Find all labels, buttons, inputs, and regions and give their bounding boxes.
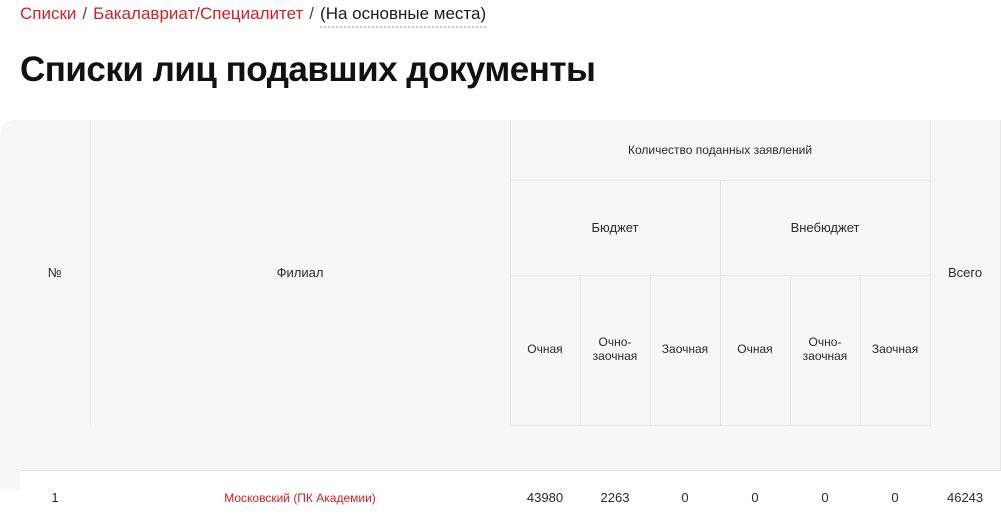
header-budget-part-time: Заочная xyxy=(650,275,720,425)
header-budget-mixed: Очно-заочная xyxy=(580,275,650,425)
breadcrumb-separator-1: / xyxy=(82,4,88,23)
header-extrabudget: Внебюджет xyxy=(720,180,930,275)
header-extra-full-time: Очная xyxy=(720,275,790,425)
breadcrumb-item-bachelor[interactable]: Бакалавриат/Специалитет xyxy=(93,4,304,23)
breadcrumb-item-lists[interactable]: Списки xyxy=(20,4,77,23)
header-total: Всего xyxy=(930,120,1000,425)
cell-branch xyxy=(90,470,510,525)
table-card xyxy=(0,120,1000,506)
header-branch: Филиал xyxy=(90,120,510,425)
cell-number: 1 xyxy=(20,470,90,525)
breadcrumb xyxy=(20,0,980,30)
table-head xyxy=(20,120,1000,425)
table-spacer xyxy=(20,425,1000,470)
cell-budget-full-time: 43980 xyxy=(510,470,580,525)
header-budget: Бюджет xyxy=(510,180,720,275)
header-extra-part-time: Заочная xyxy=(860,275,930,425)
page-title: Списки лиц подавших документы xyxy=(20,50,596,89)
header-number: № xyxy=(20,120,90,425)
table-row xyxy=(20,470,1000,525)
applications-table xyxy=(20,120,1001,525)
header-row-group xyxy=(20,120,1000,180)
table-body xyxy=(20,425,1000,525)
breadcrumb-item-current: (На основные места) xyxy=(320,4,486,28)
cell-extra-full-time: 0 xyxy=(720,470,790,525)
breadcrumb-separator-2: / xyxy=(309,4,315,23)
cell-extra-part-time: 0 xyxy=(860,470,930,525)
header-applications-count: Количество поданных заявлений xyxy=(510,120,930,180)
cell-extra-mixed: 0 xyxy=(790,470,860,525)
cell-budget-part-time: 0 xyxy=(650,470,720,525)
branch-link[interactable]: Московский (ПК Академии) xyxy=(224,491,376,506)
header-extra-mixed: Очно-заочная xyxy=(790,275,860,425)
cell-budget-mixed: 2263 xyxy=(580,470,650,525)
cell-total: 46243 xyxy=(930,470,1000,525)
header-budget-full-time: Очная xyxy=(510,275,580,425)
